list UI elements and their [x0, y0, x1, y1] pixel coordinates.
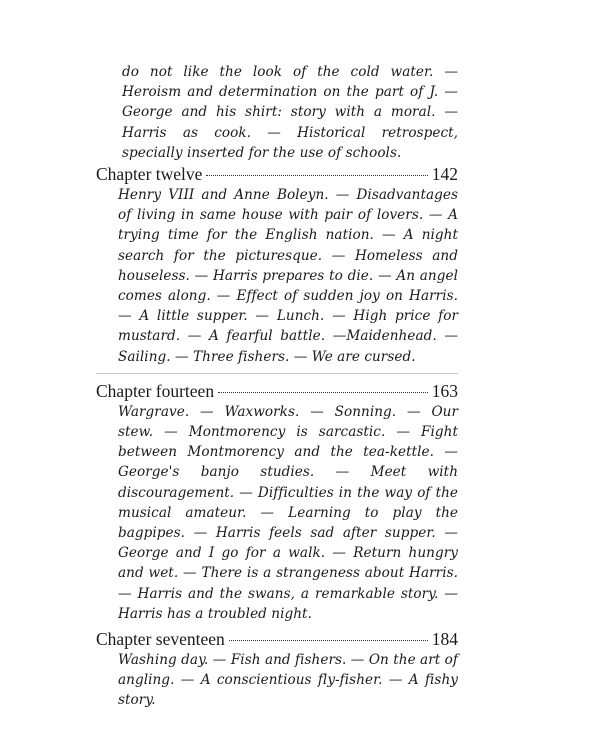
- chapter-page-number: 184: [431, 629, 458, 650]
- chapter-summary-continued: do not like the look of the cold water. — Heroism and determination on the part of J. — George and his shirt: story with a moral. — Harris as cook. — Historical retrospect, specially inserted for the use of schools.: [122, 64, 458, 161]
- table-of-contents: [96, 62, 458, 711]
- chapter-summary: Wargrave. — Waxworks. — Sonning. — Our stew. — Montmorency is sarcastic. — Fight between Montmorency and the tea-kettle. — George's banjo studies. — Meet with discouragement. — Difficulties in the way of the musical amateur. — Learning to play the bagpipes. — Harris feels sad after supper. — George and I go for a walk. — Return hungry and wet. — There is a strangeness about Harris. — Harris and the swans, a remarkable story. — Harris has a troubled night.: [118, 403, 458, 622]
- chapter-summary: Henry VIII and Anne Boleyn. — Disadvantages of living in same house with pair of lovers. — A trying time for the English nation. — A night search for the picturesque. — Homeless and houseless. — Harris prepares to die. — An angel comes along. — Effect of sudden joy on Harris. — A little supper. — Lunch. — High price for mustard. — A fearful battle. —Maidenhead. —Sailing. — Three fishers. — We are cursed.: [118, 187, 458, 365]
- dot-leader: [229, 640, 428, 641]
- chapter-title: Chapter fourteen: [96, 380, 215, 401]
- chapter-heading-seventeen: [96, 628, 458, 650]
- chapter-heading-fourteen: [96, 380, 458, 402]
- chapter-heading-twelve: [96, 163, 458, 185]
- chapter-page-number: 142: [431, 164, 458, 185]
- chapter-title: Chapter twelve: [96, 164, 203, 185]
- chapter-summary: Washing day. — Fish and fishers. — On the art of angling. — A conscientious fly-fisher. — A fishy story.: [118, 652, 458, 709]
- dot-leader: [206, 175, 427, 176]
- section-divider: [96, 373, 458, 374]
- dot-leader: [218, 392, 428, 393]
- chapter-page-number: 163: [431, 380, 458, 401]
- chapter-title: Chapter seventeen: [96, 629, 225, 650]
